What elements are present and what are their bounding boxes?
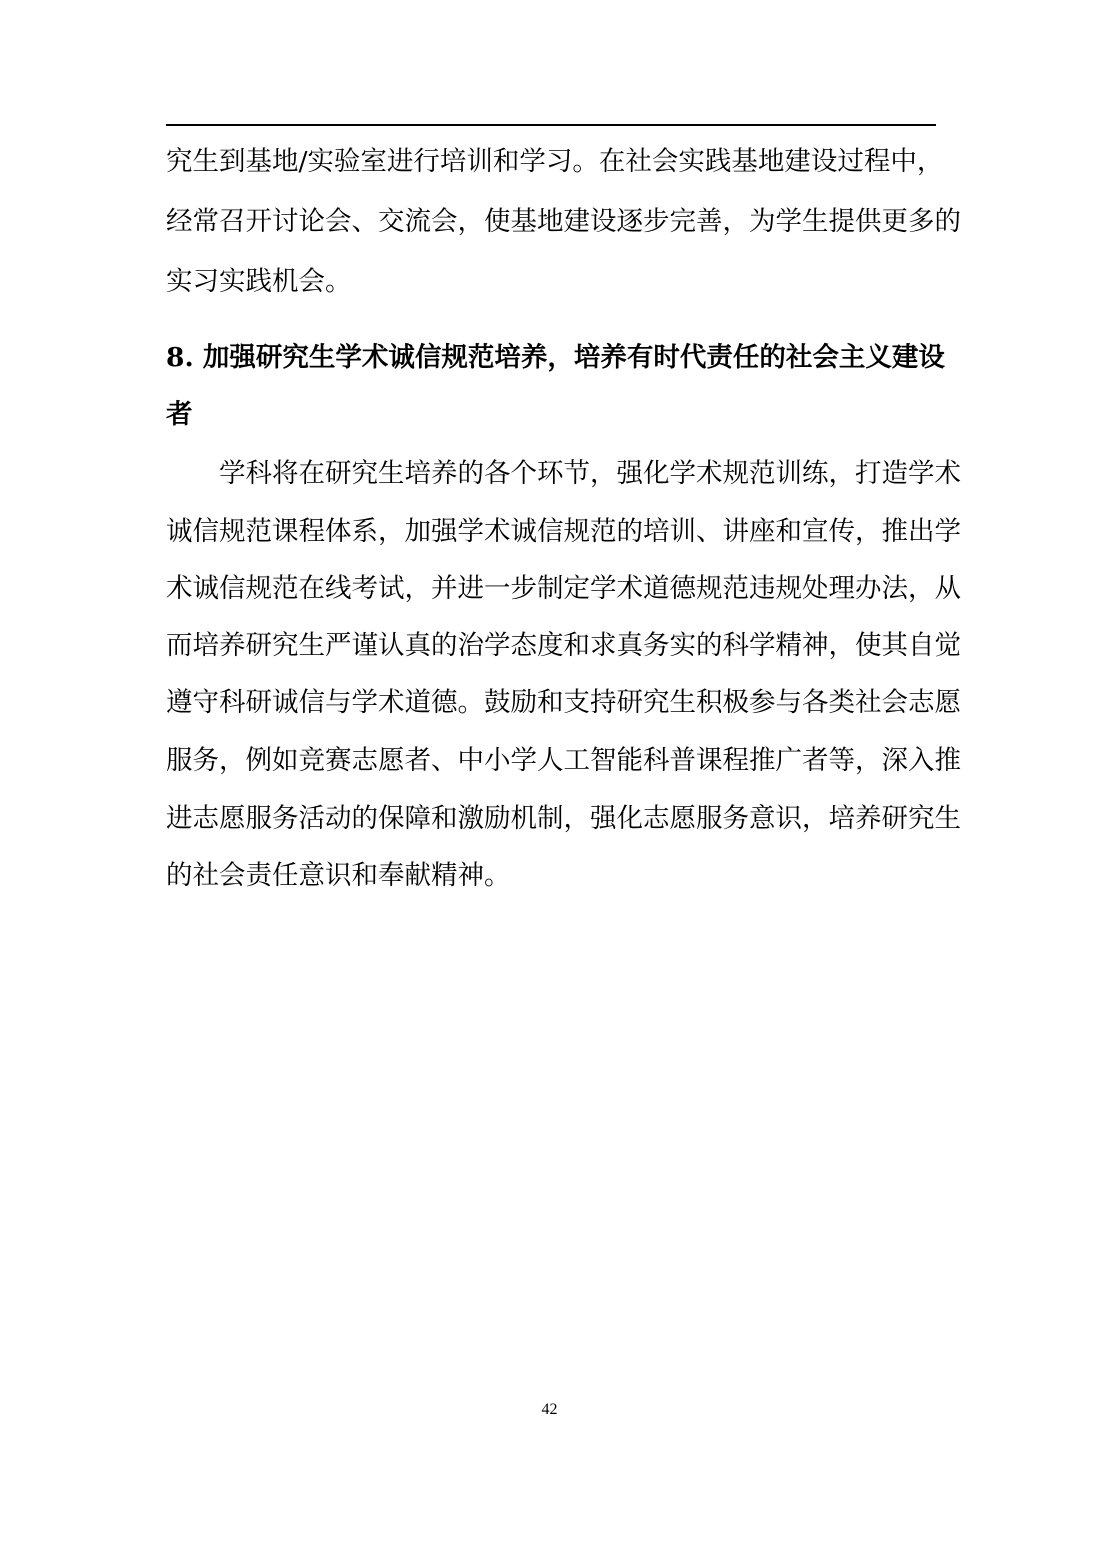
paragraph-line: 实习实践机会。: [166, 266, 352, 297]
paragraph-line: 学科将在研究生培养的各个环节，强化学术规范训练，打造学术: [166, 458, 961, 489]
paragraph-line: 而培养研究生严谨认真的治学态度和求真务实的科学精神，使其自觉: [166, 630, 961, 661]
paragraph-line: 遵守科研诚信与学术道德。鼓励和支持研究生积极参与各类社会志愿: [166, 687, 961, 718]
paragraph-line: 的社会责任意识和奉献精神。: [166, 860, 511, 891]
paragraph-line: 究生到基地/实验室进行培训和学习。在社会实践基地建设过程中，: [166, 146, 944, 177]
page-number: 42: [541, 1401, 558, 1418]
paragraph-line: 诚信规范课程体系，加强学术诚信规范的培训、讲座和宣传，推出学: [166, 516, 961, 547]
section-heading-continued: 者: [166, 399, 193, 430]
paragraph-line: 经常召开讨论会、交流会，使基地建设逐步完善，为学生提供更多的: [166, 206, 961, 237]
header-rule: [166, 124, 936, 126]
section-heading: 8. 加强研究生学术诚信规范培养，培养有时代责任的社会主义建设: [166, 342, 945, 373]
paragraph-line: 服务，例如竞赛志愿者、中小学人工智能科普课程推广者等，深入推: [166, 745, 961, 776]
paragraph-line: 进志愿服务活动的保障和激励机制，强化志愿服务意识，培养研究生: [166, 803, 961, 834]
paragraph-line: 术诚信规范在线考试，并进一步制定学术道德规范违规处理办法，从: [166, 573, 961, 604]
